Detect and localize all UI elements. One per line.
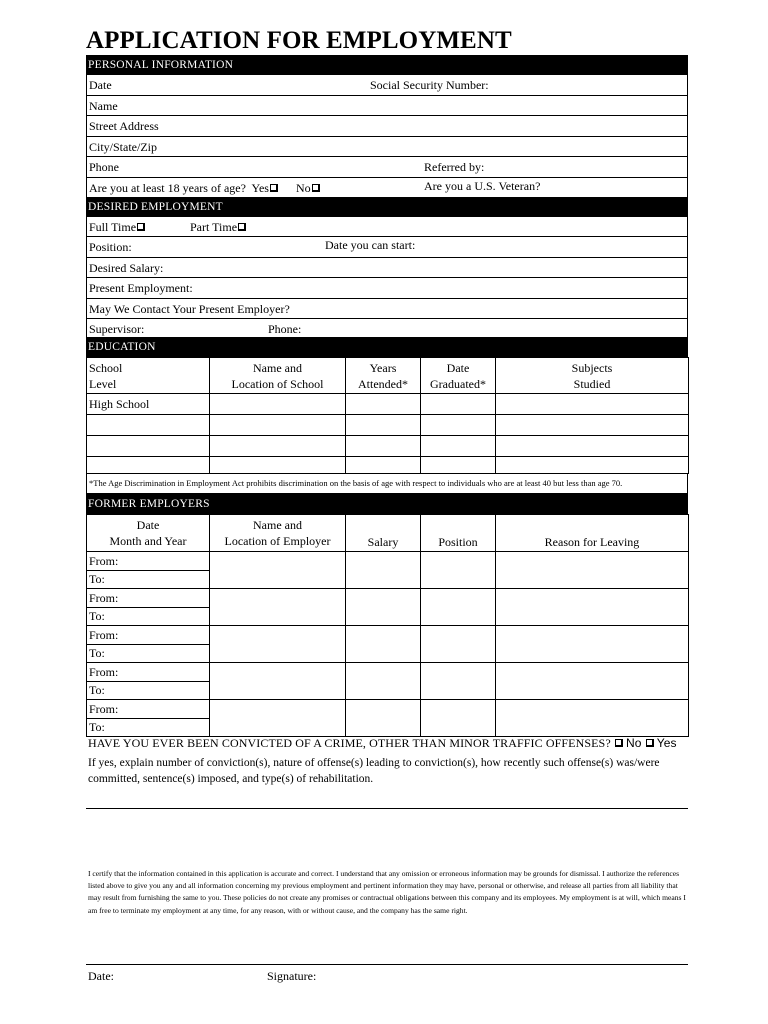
footer-signature-label: Signature:	[267, 969, 317, 983]
school-name-header: Name and Location of School	[210, 358, 346, 394]
age-yes-checkbox[interactable]	[270, 184, 278, 192]
to-label: To:	[87, 608, 210, 626]
to-label: To:	[87, 719, 210, 737]
name-field[interactable]	[86, 96, 688, 117]
supervisor-phone-label: Phone:	[268, 322, 302, 336]
age-yes-label: Yes	[251, 180, 269, 195]
former-employers-header: FORMER EMPLOYERS	[86, 494, 688, 514]
desired-salary-label: Desired Salary:	[89, 260, 164, 275]
crime-explanation-line[interactable]	[86, 808, 688, 809]
supervisor-label: Supervisor:	[89, 322, 145, 336]
former-header-row	[87, 515, 689, 552]
to-label: To:	[87, 571, 210, 589]
salary-header: Salary	[346, 515, 421, 552]
phone-referred-row[interactable]	[86, 157, 688, 178]
employment-date-header: Date Month and Year	[87, 515, 210, 552]
full-time-checkbox[interactable]	[137, 223, 145, 231]
school-level-header: School Level	[87, 358, 210, 394]
position-label: Position:	[89, 240, 132, 254]
from-label: From:	[87, 663, 210, 682]
crime-question-row	[88, 736, 677, 751]
from-label: From:	[87, 626, 210, 645]
certification-text: I certify that the information contained in this application is accurate and correct. I understand that any omission or erroneous information may be grounds for dismissal. I authorize the references listed above to give you any and all information concerning my previous employment and pertinent information they may have, personal or otherwise, and release all parties from all liability that may result from furnishing the same to you. These policies do not create any promises or contractual obligations between this company and its employees. My employment is at will, which means I am free to terminate my employment at any time, for any reason, with or without cause, and the company has the same right.	[88, 869, 686, 915]
city-label: City/State/Zip	[89, 139, 157, 154]
application-form	[86, 28, 688, 737]
desired-salary-field[interactable]	[86, 258, 688, 279]
high-school-label: High School	[87, 394, 210, 415]
table-row[interactable]	[87, 457, 689, 474]
reason-header: Reason for Leaving	[496, 515, 689, 552]
to-label: To:	[87, 682, 210, 700]
ssn-label: Social Security Number:	[370, 78, 489, 92]
former-employers-table	[86, 514, 689, 737]
age-no-label: No	[295, 180, 311, 195]
from-label: From:	[87, 552, 210, 571]
veteran-label: Are you a U.S. Veteran?	[424, 178, 541, 193]
date-graduated-header: Date Graduated*	[421, 358, 496, 394]
table-row[interactable]	[87, 436, 689, 457]
table-row[interactable]	[87, 626, 689, 645]
start-date-label: Date you can start:	[325, 238, 416, 252]
education-header: EDUCATION	[86, 337, 688, 357]
present-employment-label: Present Employment:	[89, 281, 193, 295]
signature-line[interactable]	[86, 964, 688, 965]
part-time-label: Part Time	[190, 219, 238, 234]
table-row[interactable]	[87, 700, 689, 719]
age-no-checkbox[interactable]	[312, 184, 320, 192]
phone-label: Phone	[89, 160, 119, 174]
education-table	[86, 357, 689, 474]
table-row[interactable]	[87, 552, 689, 571]
street-address-field[interactable]	[86, 116, 688, 137]
personal-info-header: PERSONAL INFORMATION	[86, 55, 688, 75]
page-title: APPLICATION FOR EMPLOYMENT	[86, 27, 512, 54]
part-time-checkbox[interactable]	[238, 223, 246, 231]
full-time-label: Full Time	[89, 219, 137, 234]
table-row[interactable]	[87, 589, 689, 608]
employment-type-row	[86, 217, 688, 238]
crime-no-checkbox[interactable]	[615, 739, 623, 747]
footer-date-label: Date:	[88, 969, 114, 983]
crime-yes-checkbox[interactable]	[646, 739, 654, 747]
position-header: Position	[421, 515, 496, 552]
date-label: Date	[89, 78, 112, 92]
from-label: From:	[87, 700, 210, 719]
supervisor-row[interactable]	[86, 319, 688, 337]
street-label: Street Address	[89, 119, 159, 133]
city-state-zip-field[interactable]	[86, 137, 688, 158]
contact-employer-field[interactable]	[86, 299, 688, 320]
table-row[interactable]	[87, 415, 689, 436]
table-row[interactable]	[87, 394, 689, 415]
crime-explain-text: If yes, explain number of conviction(s), nature of offense(s) leading to conviction(s), how recently such offense(s) was/were committed, sentence(s) imposed, and type(s) of rehabilitation.	[88, 757, 660, 785]
table-row[interactable]	[87, 663, 689, 682]
date-ssn-row[interactable]	[86, 75, 688, 96]
desired-employment-header: DESIRED EMPLOYMENT	[86, 197, 688, 217]
to-label: To:	[87, 645, 210, 663]
employer-name-header: Name and Location of Employer	[210, 515, 346, 552]
age-question: Are you at least 18 years of age?	[89, 180, 246, 195]
education-header-row	[87, 358, 689, 394]
age-veteran-row	[86, 178, 688, 197]
years-attended-header: Years Attended*	[346, 358, 421, 394]
crime-no-label: No	[625, 736, 642, 750]
from-label: From:	[87, 589, 210, 608]
subjects-studied-header: Subjects Studied	[496, 358, 689, 394]
present-employment-field[interactable]	[86, 278, 688, 299]
crime-yes-label: Yes	[656, 736, 677, 750]
crime-question: HAVE YOU EVER BEEN CONVICTED OF A CRIME, OTHER THAN MINOR TRAFFIC OFFENSES?	[88, 736, 611, 750]
contact-employer-label: May We Contact Your Present Employer?	[89, 301, 290, 316]
position-start-row[interactable]	[86, 237, 688, 258]
name-label: Name	[89, 98, 118, 113]
referred-label: Referred by:	[424, 160, 485, 174]
age-discrimination-note: *The Age Discrimination in Employment Act prohibits discrimination on the basis of age with respect to individuals who are at least 40 but less than age 70.	[86, 474, 688, 494]
